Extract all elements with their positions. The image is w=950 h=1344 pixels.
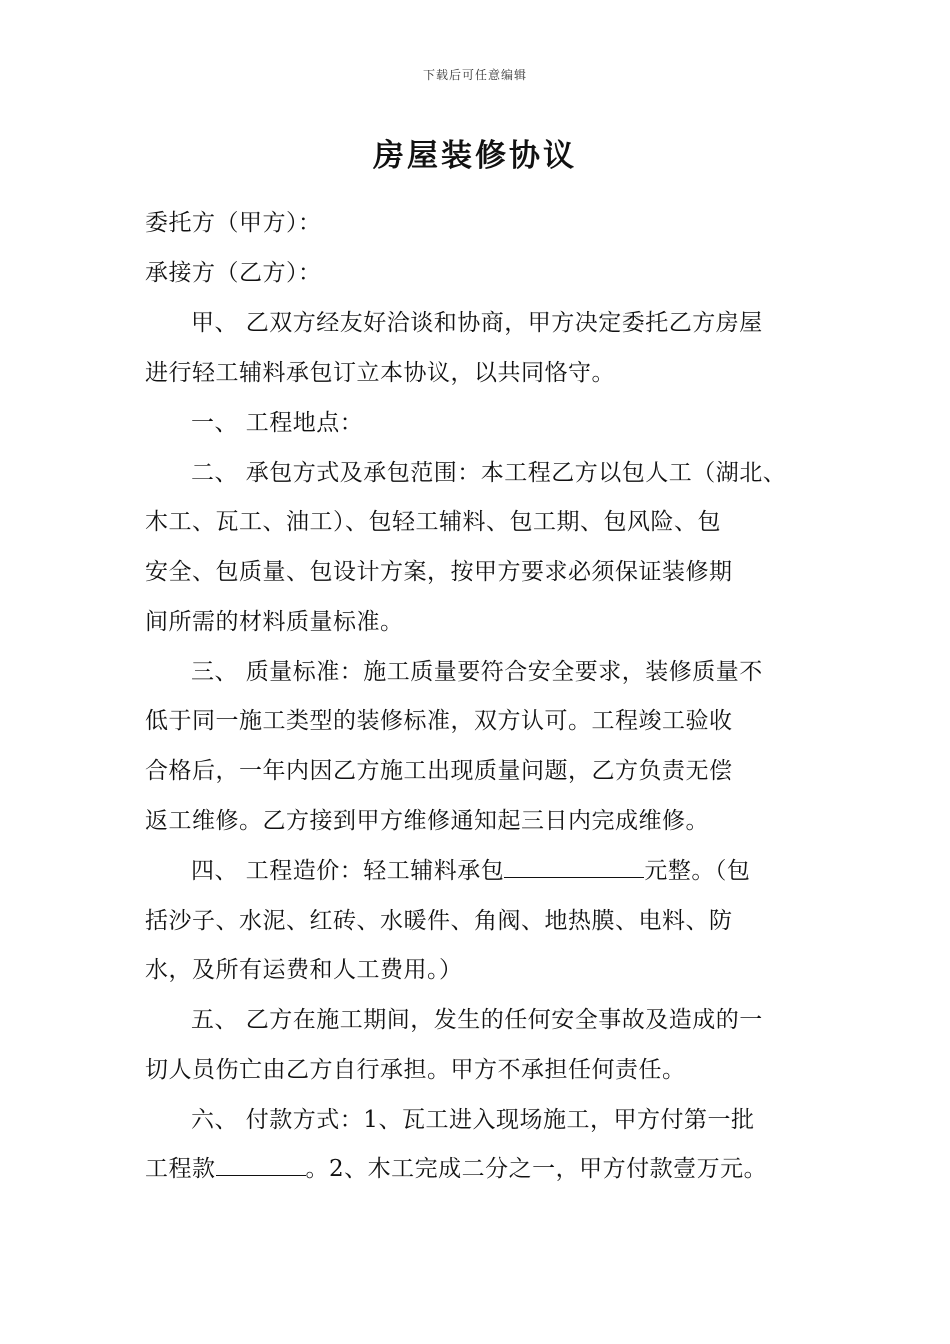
clause-2-line-3: 安全、包质量、包设计方案，按甲方要求必须保证装修期	[145, 559, 733, 585]
first-payment-blank-field[interactable]	[216, 1155, 306, 1176]
clause-2-line-2: 木工、瓦工、油工）、包轻工辅料、包工期、包风险、包	[145, 509, 721, 535]
download-editable-note: 下载后可任意编辑	[422, 68, 527, 82]
price-blank-field[interactable]	[504, 857, 644, 878]
clause-3-line-1: 三、 质量标准：施工质量要符合安全要求，装修质量不	[191, 659, 763, 685]
clause-4-line-1	[191, 856, 750, 886]
clause-2-line-4: 间所需的材料质量标准。	[145, 609, 404, 635]
clause-4-price-suffix: 元整。（包	[644, 858, 751, 884]
clause-6-first-payment-label: 工程款	[145, 1156, 216, 1182]
clause-4-price-label: 四、 工程造价：轻工辅料承包	[191, 858, 505, 884]
document-title: 房屋装修协议	[373, 138, 577, 174]
clause-2-line-1: 二、 承包方式及承包范围：本工程乙方以包人工（湖北、	[191, 460, 787, 486]
clause-3-line-2: 低于同一施工类型的装修标准，双方认可。工程竣工验收	[145, 708, 733, 734]
intro-paragraph-line-1: 甲、 乙双方经友好洽谈和协商，甲方决定委托乙方房屋	[191, 310, 763, 336]
clause-5-line-2: 切人员伤亡由乙方自行承担。甲方不承担任何责任。	[145, 1057, 686, 1083]
clause-5-line-1: 五、 乙方在施工期间，发生的任何安全事故及造成的一	[191, 1007, 763, 1033]
clause-3-line-4: 返工维修。乙方接到甲方维修通知起三日内完成维修。	[145, 808, 709, 834]
clause-3-line-3: 合格后，一年内因乙方施工出现质量问题，乙方负责无偿	[145, 758, 733, 784]
clause-1-project-location: 一、 工程地点：	[191, 410, 364, 436]
clause-6-line-2	[145, 1154, 767, 1184]
contractor-party-line: 承接方（乙方）：	[145, 260, 322, 286]
clause-4-line-3: 水，及所有运费和人工费用。）	[145, 957, 463, 983]
clause-6-second-payment-text: 。2、木工完成二分之一，甲方付款壹万元。	[305, 1156, 768, 1182]
clause-4-line-2: 括沙子、水泥、红砖、水暖件、角阀、地热膜、电料、防	[145, 908, 733, 934]
clause-6-line-1: 六、 付款方式：1、瓦工进入现场施工，甲方付第一批	[191, 1107, 755, 1133]
intro-paragraph-line-2: 进行轻工辅料承包订立本协议，以共同恪守。	[145, 360, 615, 386]
client-party-line: 委托方（甲方）：	[145, 210, 322, 236]
